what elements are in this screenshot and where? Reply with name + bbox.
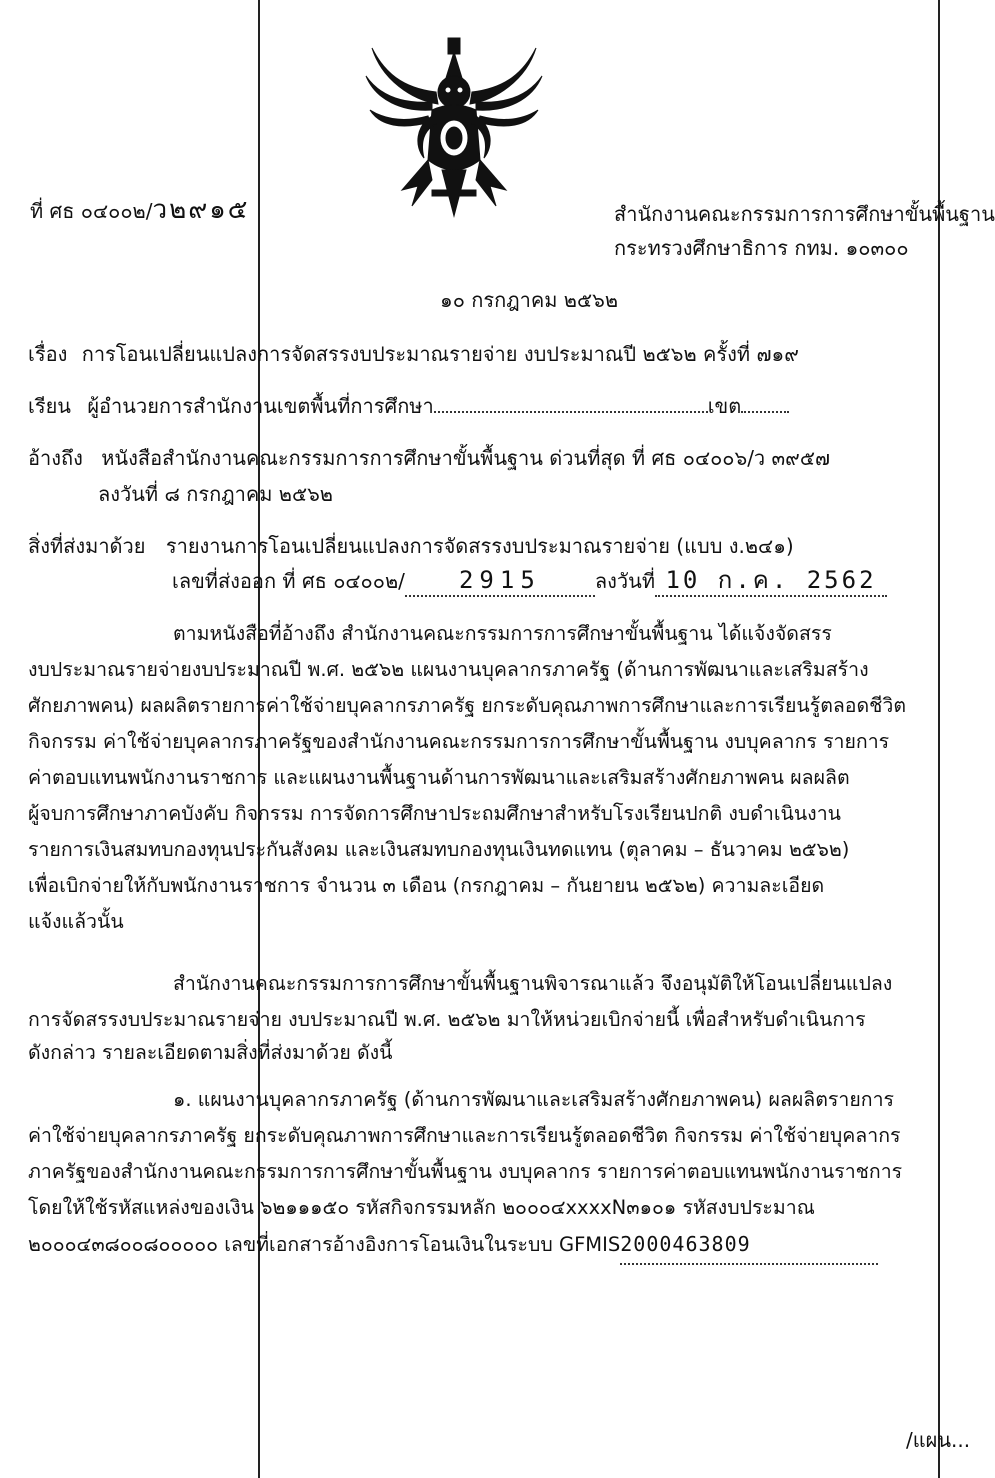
reference-row	[28, 444, 830, 472]
gfmis-handwritten: 2000463809	[620, 1232, 751, 1256]
sender-office-line2: กระทรวงศึกษาธิการ กทม. ๑๐๓๐๐	[614, 236, 909, 260]
gfmis-field	[620, 1226, 878, 1265]
district-blank	[741, 411, 789, 413]
sender-office	[614, 200, 995, 228]
recipient-suffix: เขต	[707, 394, 742, 418]
outgoing-number-label: เลขที่ส่งออก ที่ ศธ ๐๔๐๐๒/	[172, 569, 405, 593]
reference-line1: หนังสือสำนักงานคณะกรรมการการศึกษาขั้นพื้นฐาน ด่วนที่สุด ที่ ศธ ๐๔๐๐๖/ว ๓๙๕๗	[101, 446, 831, 470]
paragraph-line: กิจกรรม ค่าใช้จ่ายบุคลากรภาครัฐของสำนักงานคณะกรรมการการศึกษาขั้นพื้นฐาน งบบุคลากร รายการ	[28, 730, 890, 753]
paragraph-line: งบประมาณรายจ่ายงบประมาณปี พ.ศ. ๒๕๖๒ แผนงานบุคลากรภาครัฐ (ด้านการพัฒนาและเสริมสร้าง	[28, 658, 869, 681]
document-number	[30, 196, 249, 225]
paragraph-line: แจ้งแล้วนั้น	[28, 910, 124, 933]
item-line: โดยให้ใช้รหัสแหล่งของเงิน ๖๒๑๑๑๕๐ รหัสกิจกรรมหลัก ๒๐๐๐๔xxxxN๓๑๐๑ รหัสงบประมาณ	[28, 1196, 815, 1219]
outgoing-date-handwritten: 10 ก.ค. 2562	[665, 566, 877, 594]
paragraph-line: การจัดสรรงบประมาณรายจ่าย งบประมาณปี พ.ศ. ๒๕๖๒ มาให้หน่วยเบิกจ่ายนี้ เพื่อสำหรับดำเนินการ	[28, 1008, 866, 1031]
recipient-label: เรียน	[28, 394, 71, 418]
item-line: ค่าใช้จ่ายบุคลากรภาครัฐ ยกระดับคุณภาพการศึกษาและการเรียนรู้ตลอดชีวิต กิจกรรม ค่าใช้จ่ายบุคลากร	[28, 1124, 901, 1147]
document-number-handwritten: ว๒๙๑๕	[152, 195, 250, 225]
outgoing-date-label: ลงวันที่	[594, 569, 655, 593]
paragraph-line: ผู้จบการศึกษาภาคบังคับ กิจกรรม การจัดการศึกษาประถมศึกษาสำหรับโรงเรียนปกติ งบดำเนินงาน	[28, 802, 841, 825]
reference-line2: ลงวันที่ ๘ กรกฎาคม ๒๕๖๒	[98, 482, 333, 506]
recipient-text: ผู้อำนวยการสำนักงานเขตพื้นที่การศึกษา	[87, 394, 434, 418]
item-line: ๑. แผนงานบุคลากรภาครัฐ (ด้านการพัฒนาและเสริมสร้างศักยภาพคน) ผลผลิตรายการ	[173, 1088, 894, 1111]
gfmis-label: ๒๐๐๐๔๓๘๐๐๘๐๐๐๐๐ เลขที่เอกสารอ้างอิงการโอนเงินในระบบ GFMIS	[28, 1233, 621, 1256]
enclosure-row	[28, 532, 794, 560]
item-line: ภาครัฐของสำนักงานคณะกรรมการการศึกษาขั้นพื้นฐาน งบบุคลากร รายการค่าตอบแทนพนักงานราชการ	[28, 1160, 903, 1183]
reference-label: อ้างถึง	[28, 446, 83, 470]
paragraph-line: ตามหนังสือที่อ้างถึง สำนักงานคณะกรรมการการศึกษาขั้นพื้นฐาน ได้แจ้งจัดสรร	[173, 622, 832, 645]
document-number-prefix: ที่ ศธ ๐๔๐๐๒/	[30, 199, 153, 223]
recipient-blank	[434, 411, 708, 413]
paragraph-line: เพื่อเบิกจ่ายให้กับพนักงานราชการ จำนวน ๓ เดือน (กรกฎาคม – กันยายน ๒๕๖๒) ความละเอียด	[28, 874, 825, 897]
enclosure-line1: รายงานการโอนเปลี่ยนแปลงการจัดสรรงบประมาณรายจ่าย (แบบ ง.๒๔๑)	[165, 534, 794, 558]
paragraph-line: ค่าตอบแทนพนักงานราชการ และแผนงานพื้นฐานด้านการพัฒนาและเสริมสร้างศักยภาพคน ผลผลิต	[28, 766, 850, 789]
paragraph-line: ดังกล่าว รายละเอียดตามสิ่งที่ส่งมาด้วย ดังนี้	[28, 1041, 393, 1064]
body-item-1	[28, 1082, 973, 1265]
continuation-marker: /แผน...	[906, 1428, 971, 1452]
outgoing-number-row	[172, 566, 887, 597]
paragraph-line: สำนักงานคณะกรรมการการศึกษาขั้นพื้นฐานพิจารณาแล้ว จึงอนุมัติให้โอนเปลี่ยนแปลง	[173, 972, 893, 995]
body-paragraph-2	[28, 966, 973, 1068]
paragraph-line: รายการเงินสมทบกองทุนประกันสังคม และเงินสมทบกองทุนเงินทดแทน (ตุลาคม – ธันวาคม ๒๕๖๒)	[28, 838, 850, 861]
paragraph-line: ศักยภาพคน) ผลผลิตรายการค่าใช้จ่ายบุคลากรภาครัฐ ยกระดับคุณภาพการศึกษาและการเรียนรู้ตลอดชีวิต	[28, 694, 907, 717]
outgoing-date-field	[655, 566, 887, 597]
subject-text: การโอนเปลี่ยนแปลงการจัดสรรงบประมาณรายจ่าย งบประมาณปี ๒๕๖๒ ครั้งที่ ๗๑๙	[81, 342, 799, 366]
outgoing-number-field	[405, 566, 595, 597]
sender-address	[614, 234, 909, 262]
enclosure-label: สิ่งที่ส่งมาด้วย	[28, 534, 146, 558]
recipient-row	[28, 392, 789, 420]
subject-row	[28, 340, 799, 368]
body-paragraph-1	[28, 616, 973, 940]
sender-office-line1: สำนักงานคณะกรรมการการศึกษาขั้นพื้นฐาน	[614, 202, 995, 226]
garuda-emblem-icon	[362, 30, 546, 220]
item-line-last	[28, 1226, 973, 1265]
outgoing-number-handwritten: 2915	[458, 566, 541, 594]
subject-label: เรื่อง	[28, 342, 68, 366]
letter-date: ๑๐ กรกฎาคม ๒๕๖๒	[440, 288, 618, 312]
